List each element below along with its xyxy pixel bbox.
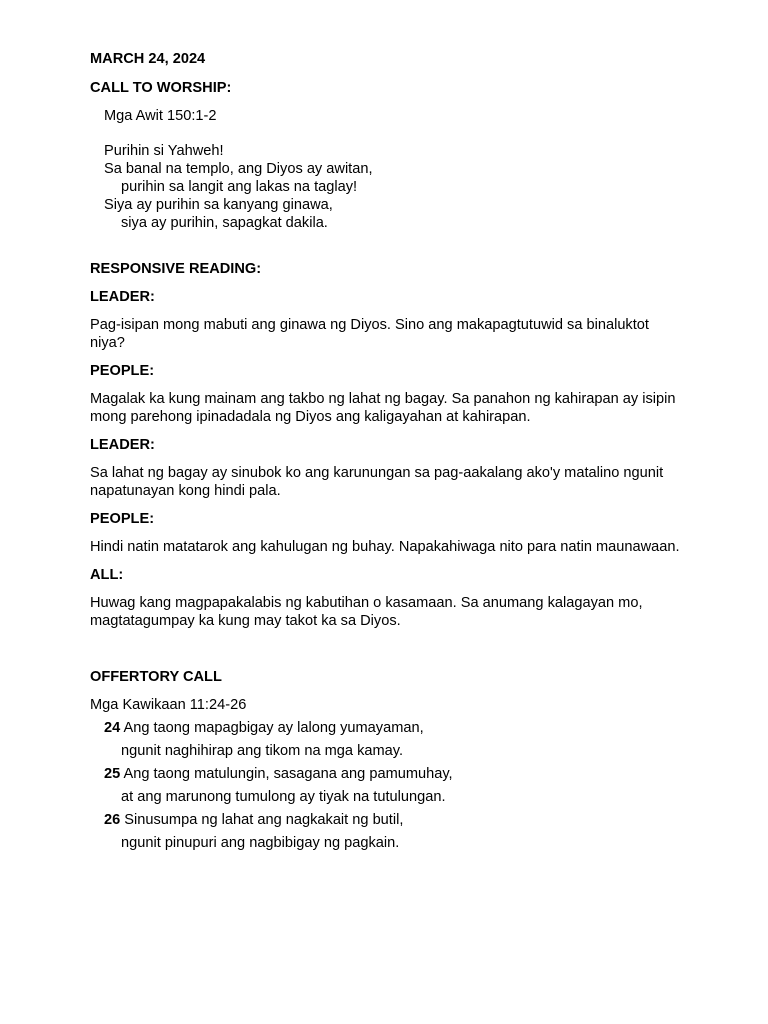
verse-number: 24: [104, 720, 121, 736]
verse-line: [90, 763, 680, 786]
psalm-text: [90, 142, 680, 232]
offertory-heading: OFFERTORY CALL: [90, 669, 222, 685]
offertory-reference: Mga Kawikaan 11:24-26: [90, 697, 247, 713]
psalm-line: Siya ay purihin sa kanyang ginawa,: [104, 197, 333, 213]
call-to-worship-reference: Mga Awit 150:1-2: [104, 108, 217, 124]
reading-text: Huwag kang magpapakalabis ng kabutihan o kasamaan. Sa anumang kalagayan mo, magtatagumpay ka kung may takot ka sa Diyos.: [90, 595, 643, 629]
verse-number: 26: [104, 812, 121, 828]
proverbs-text: [90, 717, 680, 855]
psalm-line: Purihin si Yahweh!: [104, 143, 224, 159]
verse-text: Sinusumpa ng lahat ang nagkakait ng butil,: [124, 812, 404, 828]
reading-text: Sa lahat ng bagay ay sinubok ko ang karunungan sa pag-aakalang ako'y matalino ngunit napatunayan kong hindi pala.: [90, 465, 664, 499]
call-to-worship-heading: CALL TO WORSHIP:: [90, 80, 232, 96]
responsive-reading-heading: RESPONSIVE READING:: [90, 261, 262, 277]
reading-role-label: PEOPLE:: [90, 363, 155, 379]
reading-role-label: PEOPLE:: [90, 511, 155, 527]
date-heading: MARCH 24, 2024: [90, 51, 206, 67]
reading-role-label: LEADER:: [90, 289, 155, 305]
document-page: [90, 50, 680, 855]
verse-number: 25: [104, 766, 121, 782]
verse-continuation: at ang marunong tumulong ay tiyak na tutulungan.: [121, 789, 446, 805]
verse-line: [90, 717, 680, 740]
psalm-line: Sa banal na templo, ang Diyos ay awitan,: [104, 161, 373, 177]
verse-text: Ang taong mapagbigay ay lalong yumayaman,: [123, 720, 424, 736]
reading-role-label: ALL:: [90, 567, 124, 583]
verse-continuation: ngunit pinupuri ang nagbibigay ng pagkain.: [121, 835, 400, 851]
psalm-line: siya ay purihin, sapagkat dakila.: [121, 215, 328, 231]
verse-continuation: ngunit naghihirap ang tikom na mga kamay.: [121, 743, 404, 759]
reading-text: Magalak ka kung mainam ang takbo ng lahat ng bagay. Sa panahon ng kahirapan ay isipin mong parehong ipinadadala ng Diyos ang kaligayahan at kahirapan.: [90, 391, 676, 425]
reading-text: Pag-isipan mong mabuti ang ginawa ng Diyos. Sino ang makapagtutuwid sa binaluktot niya?: [90, 317, 649, 351]
reading-role-label: LEADER:: [90, 437, 155, 453]
reading-text: Hindi natin matatarok ang kahulugan ng buhay. Napakahiwaga nito para natin maunawaan.: [90, 539, 680, 555]
verse-line: [90, 809, 680, 832]
psalm-line: purihin sa langit ang lakas na taglay!: [121, 179, 358, 195]
verse-text: Ang taong matulungin, sasagana ang pamumuhay,: [123, 766, 453, 782]
